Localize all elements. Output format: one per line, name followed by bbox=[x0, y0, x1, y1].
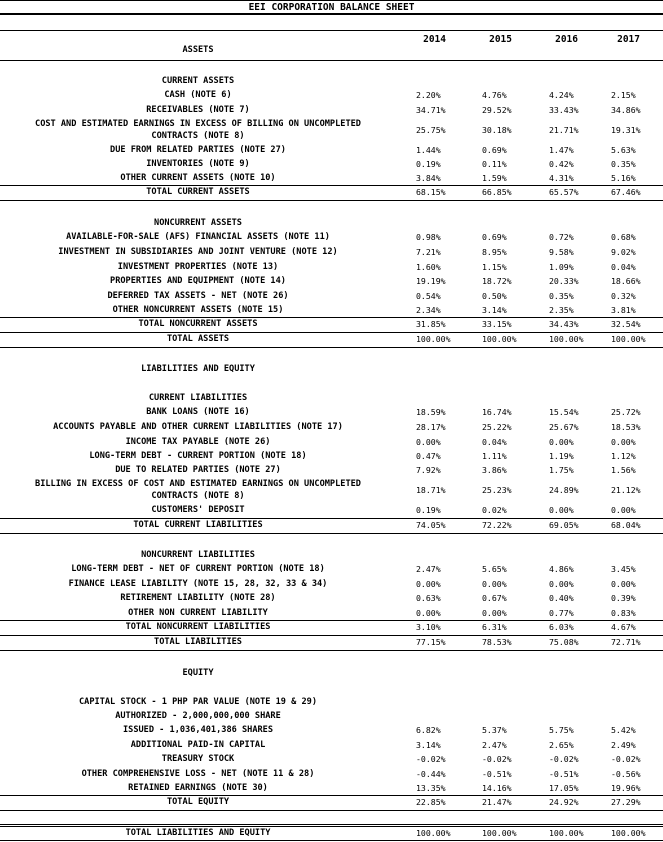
line-item-label: OTHER NON CURRENT LIABILITY bbox=[128, 608, 268, 618]
total-value: 65.57% bbox=[549, 187, 579, 197]
value-cell: 0.77% bbox=[549, 608, 574, 618]
value-cell: 0.83% bbox=[611, 608, 636, 618]
value-cell: 2.15% bbox=[611, 90, 636, 100]
value-cell: -0.02% bbox=[482, 754, 512, 764]
line-item-label-cont: CONTRACTS (NOTE 8) bbox=[151, 131, 245, 141]
total-value: 22.85% bbox=[416, 797, 446, 807]
value-cell: 0.00% bbox=[416, 437, 441, 447]
line-item-label: DEFERRED TAX ASSETS - NET (NOTE 26) bbox=[107, 291, 289, 301]
value-cell: 0.50% bbox=[482, 291, 507, 301]
value-cell: 7.21% bbox=[416, 247, 441, 257]
value-cell: 25.72% bbox=[611, 407, 641, 417]
rule-line bbox=[0, 347, 663, 348]
value-cell: 0.00% bbox=[549, 579, 574, 589]
value-cell: 30.18% bbox=[482, 125, 512, 135]
total-value: 68.04% bbox=[611, 520, 641, 530]
value-cell: 3.45% bbox=[611, 564, 636, 574]
rule-line bbox=[0, 185, 663, 186]
value-cell: 14.16% bbox=[482, 783, 512, 793]
value-cell: -0.56% bbox=[611, 769, 641, 779]
value-cell: 9.02% bbox=[611, 247, 636, 257]
value-cell: 5.63% bbox=[611, 145, 636, 155]
total-label: TOTAL ASSETS bbox=[166, 334, 230, 344]
total-value: 78.53% bbox=[482, 637, 512, 647]
section-heading: NONCURRENT LIABILITIES bbox=[141, 550, 255, 560]
value-cell: 19.19% bbox=[416, 276, 446, 286]
total-value: 69.05% bbox=[549, 520, 579, 530]
value-cell: 4.76% bbox=[482, 90, 507, 100]
value-cell: 25.23% bbox=[482, 485, 512, 495]
total-value: 24.92% bbox=[549, 797, 579, 807]
value-cell: 2.47% bbox=[416, 564, 441, 574]
value-cell: 18.71% bbox=[416, 485, 446, 495]
value-cell: 18.66% bbox=[611, 276, 641, 286]
value-cell: 1.47% bbox=[549, 145, 574, 155]
line-item-label: LONG-TERM DEBT - CURRENT PORTION (NOTE 18) bbox=[89, 451, 307, 461]
value-cell: 1.09% bbox=[549, 262, 574, 272]
value-cell: 0.42% bbox=[549, 159, 574, 169]
value-cell: 6.82% bbox=[416, 725, 441, 735]
value-cell: 5.37% bbox=[482, 725, 507, 735]
total-value: 68.15% bbox=[416, 187, 446, 197]
value-cell: 0.32% bbox=[611, 291, 636, 301]
value-cell: 1.19% bbox=[549, 451, 574, 461]
value-cell: 0.04% bbox=[482, 437, 507, 447]
line-item-label: RECEIVABLES (NOTE 7) bbox=[146, 105, 250, 115]
line-item-label: BILLING IN EXCESS OF COST AND ESTIMATED EARNINGS ON UNCOMPLETED bbox=[35, 479, 361, 489]
line-item-label: CASH (NOTE 6) bbox=[164, 90, 232, 100]
value-cell: 19.31% bbox=[611, 125, 641, 135]
value-cell: 0.35% bbox=[611, 159, 636, 169]
value-cell: 1.60% bbox=[416, 262, 441, 272]
value-cell: -0.51% bbox=[482, 769, 512, 779]
value-cell: 2.47% bbox=[482, 740, 507, 750]
total-label: TOTAL NONCURRENT LIABILITIES bbox=[125, 622, 271, 632]
total-label: TOTAL CURRENT LIABILITIES bbox=[133, 520, 263, 530]
line-item-label: INVESTMENT IN SUBSIDIARIES AND JOINT VENTURE (NOTE 12) bbox=[58, 247, 338, 257]
value-cell: 18.59% bbox=[416, 407, 446, 417]
rule-line bbox=[0, 620, 663, 621]
value-cell: 3.81% bbox=[611, 305, 636, 315]
total-value: 33.15% bbox=[482, 319, 512, 329]
value-cell: 4.24% bbox=[549, 90, 574, 100]
value-cell: 2.65% bbox=[549, 740, 574, 750]
line-item-label: DUE FROM RELATED PARTIES (NOTE 27) bbox=[110, 145, 286, 155]
value-cell: 7.92% bbox=[416, 465, 441, 475]
total-value: 100.00% bbox=[482, 828, 517, 838]
rule-line bbox=[0, 14, 663, 15]
line-item-label: TREASURY STOCK bbox=[161, 754, 235, 764]
value-cell: 0.63% bbox=[416, 593, 441, 603]
rule-line bbox=[0, 650, 663, 651]
total-value: 6.03% bbox=[549, 622, 574, 632]
year-header: 2015 bbox=[489, 34, 512, 45]
total-value: 21.47% bbox=[482, 797, 512, 807]
value-cell: 5.75% bbox=[549, 725, 574, 735]
value-cell: 0.98% bbox=[416, 232, 441, 242]
value-cell: -0.02% bbox=[611, 754, 641, 764]
section-heading: CURRENT LIABILITIES bbox=[148, 393, 248, 403]
line-item-label: OTHER CURRENT ASSETS (NOTE 10) bbox=[120, 173, 276, 183]
rule-line bbox=[0, 795, 663, 796]
year-header: 2016 bbox=[555, 34, 578, 45]
value-cell: 3.14% bbox=[416, 740, 441, 750]
value-cell: 0.04% bbox=[611, 262, 636, 272]
value-cell: 1.75% bbox=[549, 465, 574, 475]
total-value: 100.00% bbox=[416, 334, 451, 344]
value-cell: 0.69% bbox=[482, 232, 507, 242]
value-cell: 2.20% bbox=[416, 90, 441, 100]
value-cell: 0.19% bbox=[416, 505, 441, 515]
value-cell: 0.47% bbox=[416, 451, 441, 461]
value-cell: 0.00% bbox=[416, 608, 441, 618]
total-value: 75.08% bbox=[549, 637, 579, 647]
total-value: 100.00% bbox=[611, 828, 646, 838]
line-item-label: OTHER COMPREHENSIVE LOSS - NET (NOTE 11 & 28) bbox=[81, 769, 315, 779]
total-value: 77.15% bbox=[416, 637, 446, 647]
value-cell: 1.11% bbox=[482, 451, 507, 461]
value-cell: 0.00% bbox=[482, 608, 507, 618]
total-label: TOTAL EQUITY bbox=[166, 797, 230, 807]
total-value: 100.00% bbox=[416, 828, 451, 838]
rule-line bbox=[0, 30, 663, 31]
value-cell: -0.02% bbox=[416, 754, 446, 764]
value-cell: 0.00% bbox=[549, 437, 574, 447]
value-cell: 17.05% bbox=[549, 783, 579, 793]
section-heading: AUTHORIZED - 2,000,000,000 SHARE bbox=[115, 711, 281, 721]
value-cell: 34.86% bbox=[611, 105, 641, 115]
total-value: 4.67% bbox=[611, 622, 636, 632]
line-item-label: DUE TO RELATED PARTIES (NOTE 27) bbox=[115, 465, 281, 475]
value-cell: 0.67% bbox=[482, 593, 507, 603]
value-cell: 28.17% bbox=[416, 422, 446, 432]
value-cell: 3.14% bbox=[482, 305, 507, 315]
section-heading: CAPITAL STOCK - 1 PHP PAR VALUE (NOTE 19 & 29) bbox=[79, 697, 317, 707]
value-cell: 0.39% bbox=[611, 593, 636, 603]
year-header: 2014 bbox=[423, 34, 446, 45]
line-item-label: RETIREMENT LIABILITY (NOTE 28) bbox=[120, 593, 276, 603]
total-label: TOTAL LIABILITIES AND EQUITY bbox=[125, 828, 271, 838]
value-cell: 0.00% bbox=[549, 505, 574, 515]
total-value: 3.10% bbox=[416, 622, 441, 632]
value-cell: -0.44% bbox=[416, 769, 446, 779]
total-value: 6.31% bbox=[482, 622, 507, 632]
value-cell: -0.51% bbox=[549, 769, 579, 779]
value-cell: 0.35% bbox=[549, 291, 574, 301]
total-value: 74.05% bbox=[416, 520, 446, 530]
total-value: 100.00% bbox=[549, 334, 584, 344]
line-item-label: CUSTOMERS' DEPOSIT bbox=[151, 505, 245, 515]
value-cell: 1.15% bbox=[482, 262, 507, 272]
section-heading: ASSETS bbox=[182, 45, 214, 55]
year-header: 2017 bbox=[617, 34, 640, 45]
value-cell: 0.00% bbox=[611, 437, 636, 447]
value-cell: 18.72% bbox=[482, 276, 512, 286]
line-item-label: OTHER NONCURRENT ASSETS (NOTE 15) bbox=[112, 305, 284, 315]
value-cell: 4.86% bbox=[549, 564, 574, 574]
value-cell: 3.86% bbox=[482, 465, 507, 475]
value-cell: 5.16% bbox=[611, 173, 636, 183]
line-item-label: INVENTORIES (NOTE 9) bbox=[146, 159, 250, 169]
value-cell: 0.00% bbox=[482, 579, 507, 589]
value-cell: 15.54% bbox=[549, 407, 579, 417]
value-cell: 0.40% bbox=[549, 593, 574, 603]
value-cell: 0.54% bbox=[416, 291, 441, 301]
value-cell: 20.33% bbox=[549, 276, 579, 286]
value-cell: 25.22% bbox=[482, 422, 512, 432]
value-cell: 0.69% bbox=[482, 145, 507, 155]
value-cell: 13.35% bbox=[416, 783, 446, 793]
rule-line bbox=[0, 826, 663, 827]
value-cell: 0.02% bbox=[482, 505, 507, 515]
value-cell: 0.00% bbox=[611, 505, 636, 515]
line-item-label: BANK LOANS (NOTE 16) bbox=[146, 407, 250, 417]
sheet-title: EEI CORPORATION BALANCE SHEET bbox=[0, 0, 663, 14]
value-cell: 16.74% bbox=[482, 407, 512, 417]
section-heading: NONCURRENT ASSETS bbox=[154, 218, 242, 228]
section-heading: LIABILITIES AND EQUITY bbox=[141, 364, 255, 374]
value-cell: 1.59% bbox=[482, 173, 507, 183]
value-cell: 0.68% bbox=[611, 232, 636, 242]
value-cell: 2.35% bbox=[549, 305, 574, 315]
value-cell: 5.65% bbox=[482, 564, 507, 574]
line-item-label: AVAILABLE-FOR-SALE (AFS) FINANCIAL ASSETS (NOTE 11) bbox=[66, 232, 330, 242]
rule-line bbox=[0, 533, 663, 534]
line-item-label: ACCOUNTS PAYABLE AND OTHER CURRENT LIABILITIES (NOTE 17) bbox=[53, 422, 343, 432]
value-cell: 1.56% bbox=[611, 465, 636, 475]
value-cell: 3.84% bbox=[416, 173, 441, 183]
total-value: 67.46% bbox=[611, 187, 641, 197]
line-item-label: COST AND ESTIMATED EARNINGS IN EXCESS OF BILLING ON UNCOMPLETED bbox=[35, 119, 361, 129]
value-cell: 0.00% bbox=[611, 579, 636, 589]
total-label: TOTAL LIABILITIES bbox=[154, 637, 242, 647]
total-value: 31.85% bbox=[416, 319, 446, 329]
value-cell: 18.53% bbox=[611, 422, 641, 432]
value-cell: 2.34% bbox=[416, 305, 441, 315]
value-cell: 1.12% bbox=[611, 451, 636, 461]
value-cell: 0.11% bbox=[482, 159, 507, 169]
rule-line bbox=[0, 518, 663, 519]
line-item-label: INCOME TAX PAYABLE (NOTE 26) bbox=[125, 437, 271, 447]
value-cell: 9.58% bbox=[549, 247, 574, 257]
total-value: 100.00% bbox=[611, 334, 646, 344]
line-item-label: RETAINED EARNINGS (NOTE 30) bbox=[128, 783, 268, 793]
value-cell: 29.52% bbox=[482, 105, 512, 115]
total-value: 34.43% bbox=[549, 319, 579, 329]
total-label: TOTAL CURRENT ASSETS bbox=[146, 187, 250, 197]
rule-line bbox=[0, 332, 663, 333]
value-cell: 21.12% bbox=[611, 485, 641, 495]
total-value: 66.85% bbox=[482, 187, 512, 197]
line-item-label: ISSUED - 1,036,401,386 SHARES bbox=[122, 725, 274, 735]
rule-line bbox=[0, 635, 663, 636]
total-value: 72.22% bbox=[482, 520, 512, 530]
value-cell: 34.71% bbox=[416, 105, 446, 115]
value-cell: 24.89% bbox=[549, 485, 579, 495]
value-cell: 25.67% bbox=[549, 422, 579, 432]
rule-line bbox=[0, 200, 663, 201]
value-cell: 21.71% bbox=[549, 125, 579, 135]
value-cell: 8.95% bbox=[482, 247, 507, 257]
rule-line bbox=[0, 317, 663, 318]
value-cell: 1.44% bbox=[416, 145, 441, 155]
rule-line bbox=[0, 824, 663, 825]
rule-line bbox=[0, 60, 663, 61]
section-heading: EQUITY bbox=[182, 668, 214, 678]
total-value: 72.71% bbox=[611, 637, 641, 647]
value-cell: 19.96% bbox=[611, 783, 641, 793]
line-item-label: FINANCE LEASE LIABILITY (NOTE 15, 28, 32, 33 & 34) bbox=[68, 579, 328, 589]
rule-line bbox=[0, 810, 663, 811]
total-value: 32.54% bbox=[611, 319, 641, 329]
value-cell: 4.31% bbox=[549, 173, 574, 183]
value-cell: -0.02% bbox=[549, 754, 579, 764]
rule-line bbox=[0, 840, 663, 841]
line-item-label: INVESTMENT PROPERTIES (NOTE 13) bbox=[117, 262, 279, 272]
total-value: 100.00% bbox=[549, 828, 584, 838]
value-cell: 0.19% bbox=[416, 159, 441, 169]
value-cell: 25.75% bbox=[416, 125, 446, 135]
total-value: 100.00% bbox=[482, 334, 517, 344]
total-label: TOTAL NONCURRENT ASSETS bbox=[138, 319, 258, 329]
total-value: 27.29% bbox=[611, 797, 641, 807]
line-item-label: PROPERTIES AND EQUIPMENT (NOTE 14) bbox=[110, 276, 286, 286]
section-heading: CURRENT ASSETS bbox=[161, 76, 235, 86]
value-cell: 5.42% bbox=[611, 725, 636, 735]
line-item-label: ADDITIONAL PAID-IN CAPITAL bbox=[130, 740, 266, 750]
value-cell: 2.49% bbox=[611, 740, 636, 750]
line-item-label-cont: CONTRACTS (NOTE 8) bbox=[151, 491, 245, 501]
value-cell: 33.43% bbox=[549, 105, 579, 115]
value-cell: 0.72% bbox=[549, 232, 574, 242]
value-cell: 0.00% bbox=[416, 579, 441, 589]
line-item-label: LONG-TERM DEBT - NET OF CURRENT PORTION (NOTE 18) bbox=[71, 564, 325, 574]
